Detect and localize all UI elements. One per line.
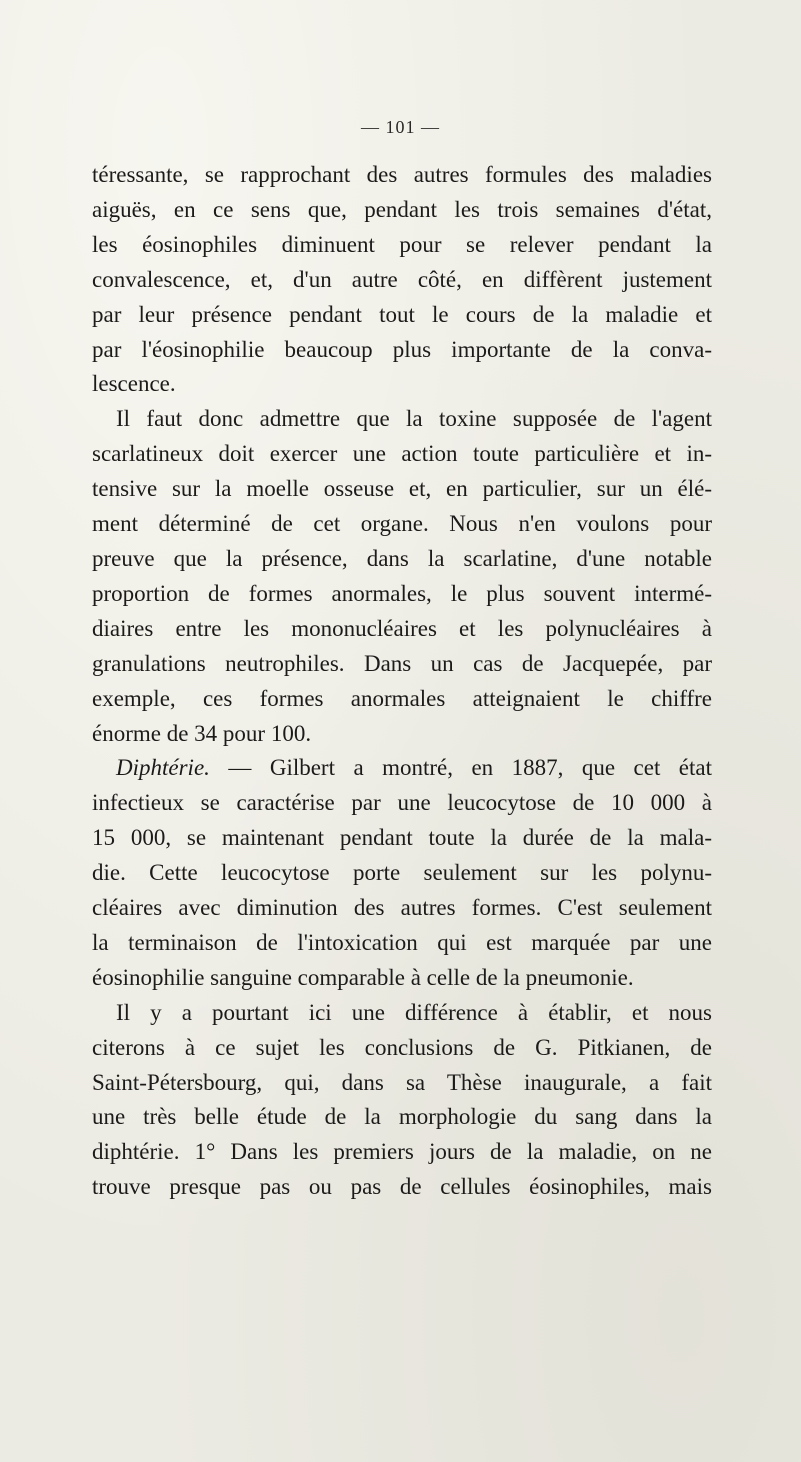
text-line: tensive sur la moelle osseuse et, en particulier, sur un élé- <box>92 476 712 502</box>
text-line: par l'éosinophilie beaucoup plus importante de la conva- <box>92 336 712 362</box>
text-line: une très belle étude de la morphologie du sang dans la <box>92 1104 712 1130</box>
text-line: citerons à ce sujet les conclusions de G. Pitkianen, de <box>92 1034 712 1060</box>
text-line: Saint-Pétersbourg, qui, dans sa Thèse inaugurale, a fait <box>92 1069 712 1095</box>
text-line: convalescence, et, d'un autre côté, en diffèrent justement <box>92 266 712 292</box>
text-line: die. Cette leucocytose porte seulement sur les polynu- <box>92 860 712 886</box>
text-line: téressante, se rapprochant des autres formules des maladies <box>92 162 712 187</box>
text-line: Il y a pourtant ici une différence à établir, et nous <box>116 999 712 1025</box>
text-line: proportion de formes anormales, le plus souvent intermé- <box>92 580 712 606</box>
text-line: preuve que la présence, dans la scarlatine, d'une notable <box>92 545 712 571</box>
text-line: diaires entre les mononucléaires et les polynucléaires à <box>92 615 712 641</box>
text-line: la terminaison de l'intoxication qui est marquée par une <box>92 929 712 955</box>
text-line: les éosinophiles diminuent pour se relever pendant la <box>92 231 712 257</box>
text-line: scarlatineux doit exercer une action toute particulière et in- <box>92 441 712 467</box>
text-line: Il faut donc admettre que la toxine supposée de l'agent <box>116 406 712 432</box>
text-line: lescence. <box>92 371 176 397</box>
text-line: granulations neutrophiles. Dans un cas de Jacquepée, par <box>92 650 712 676</box>
text-line: aiguës, en ce sens que, pendant les trois semaines d'état, <box>92 196 712 222</box>
text-line: par leur présence pendant tout le cours de la maladie et <box>92 301 712 327</box>
section-heading-diphterie: Diphtérie. <box>116 755 210 781</box>
text-line: cléaires avec diminution des autres formes. C'est seulement <box>92 895 712 921</box>
text-line: éosinophilie sanguine comparable à celle de la pneumonie. <box>92 964 634 990</box>
text-line: infectieux se caractérise par une leucocytose de 10 000 à <box>92 790 712 816</box>
body-text <box>92 158 712 1205</box>
text-line-fragment: — Gilbert a montré, en 1887, que cet état <box>228 755 712 781</box>
text-line: 15 000, se maintenant pendant toute la durée de la mala- <box>92 825 712 851</box>
text-line-diphterie <box>92 751 712 786</box>
text-line: trouve presque pas ou pas de cellules éosinophiles, mais <box>92 1174 712 1200</box>
text-line: exemple, ces formes anormales atteignaient le chiffre <box>92 685 712 711</box>
page-number: — 101 — <box>361 117 440 137</box>
text-line: ment déterminé de cet organe. Nous n'en voulons pour <box>92 511 712 537</box>
text-line: énorme de 34 pour 100. <box>92 720 312 746</box>
text-line: diphtérie. 1° Dans les premiers jours de la maladie, on ne <box>92 1139 712 1165</box>
